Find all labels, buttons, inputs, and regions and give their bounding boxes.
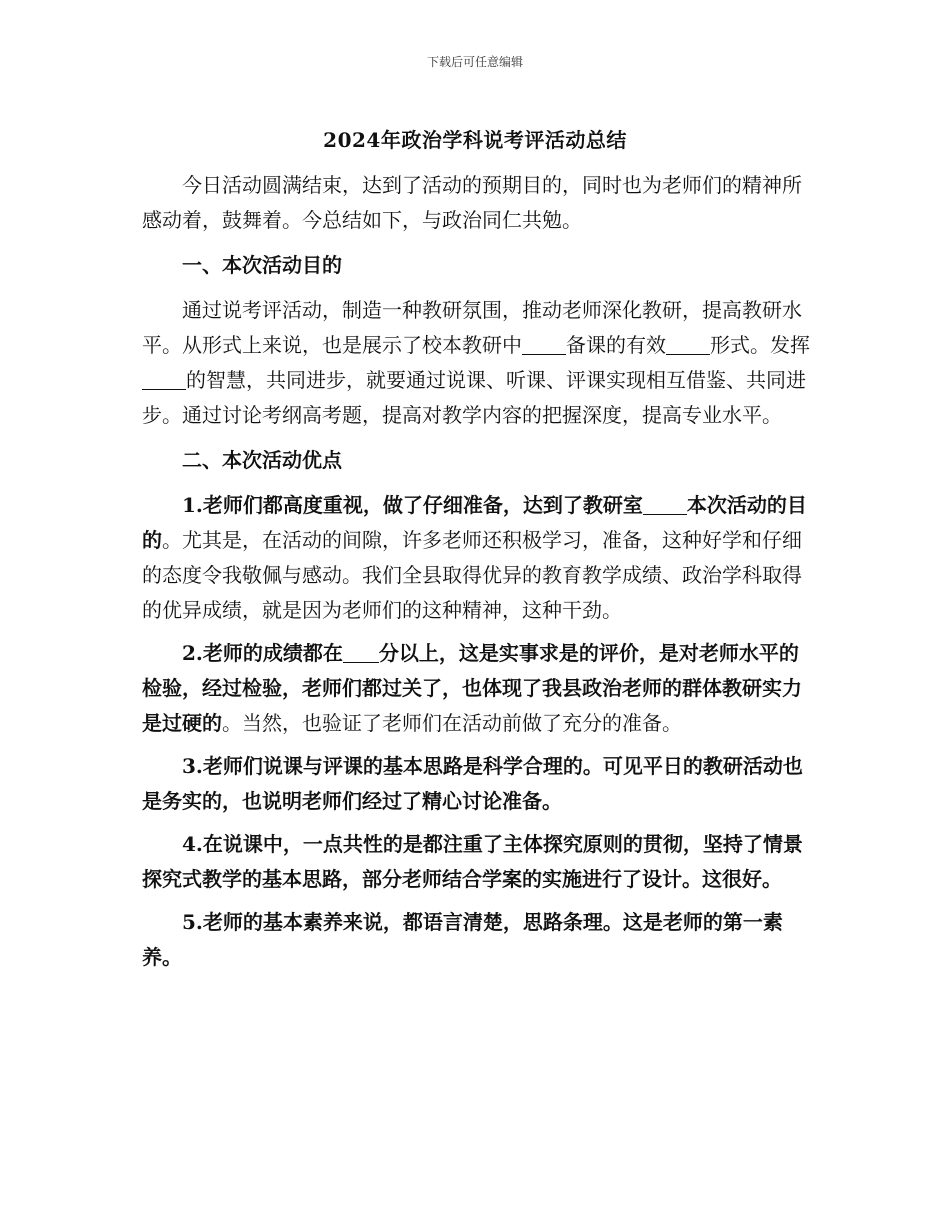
strength-item-3: 3.老师们说课与评课的基本思路是科学合理的。可见平日的教研活动也是务实的，也说明老师们经过了精心讨论准备。	[142, 754, 803, 813]
item1-bold-b: 本次活动的目的	[142, 493, 807, 552]
blank-line	[343, 642, 379, 663]
strength-item-5: 5.老师的基本素养来说，都语言清楚，思路条理。这是老师的第一素养。	[142, 910, 783, 969]
document-body	[142, 168, 810, 983]
purpose-paragraph	[142, 293, 810, 433]
item1-rest: 。尤其是，在活动的间隙，许多老师还积极学习，准备，这种好学和仔细的态度令我敬佩与感动。我们全县取得优异的教育教学成绩、政治学科取得的优异成绩，就是因为老师们的这种精神，这种干劲。	[142, 528, 802, 622]
section-heading-strengths: 二、本次活动优点	[182, 448, 342, 472]
strength-item-2	[142, 636, 810, 741]
item2-rest: 。当然，也验证了老师们在活动前做了充分的准备。	[222, 711, 682, 735]
section-heading-purpose: 一、本次活动目的	[182, 253, 342, 277]
blank-line	[666, 334, 710, 355]
intro-paragraph: 今日活动圆满结束，达到了活动的预期目的，同时也为老师们的精神所感动着，鼓舞着。今总结如下，与政治同仁共勉。	[142, 173, 802, 232]
blank-line	[522, 334, 566, 355]
item2-bold-a: 2.老师的成绩都在	[182, 641, 343, 665]
blank-line	[142, 369, 186, 390]
blank-line	[643, 494, 687, 515]
page-header: 下载后可任意编辑	[426, 55, 523, 69]
purpose-text-3: 形式。发挥	[710, 333, 810, 357]
strength-item-4: 4.在说课中，一点共性的是都注重了主体探究原则的贯彻，坚持了情景探究式教学的基本思路，部分老师结合学案的实施进行了设计。这很好。	[142, 832, 803, 891]
item1-bold-a: 1.老师们都高度重视，做了仔细准备，达到了教研室	[182, 493, 643, 517]
item2-bold-b: 分以上，这是实事求是的评价，是对老师水平的检验，经过检验，老师们都过关了，也体现了我县政治老师的群体教研实力是过硬的	[142, 641, 802, 735]
strength-item-1	[142, 488, 810, 628]
purpose-text-1: 通过说考评活动，制造一种教研氛围，推动老师深化教研，提高教研水平。从形式上来说，也是展示了校本教研中	[142, 298, 802, 357]
purpose-text-4: 的智慧，共同进步，就要通过说课、听课、评课实现相互借鉴、共同进步。通过讨论考纲高考题，提高对教学内容的把握深度，提高专业水平。	[142, 368, 806, 427]
purpose-text-2: 备课的有效	[566, 333, 666, 357]
document-title: 2024年政治学科说考评活动总结	[323, 128, 627, 152]
